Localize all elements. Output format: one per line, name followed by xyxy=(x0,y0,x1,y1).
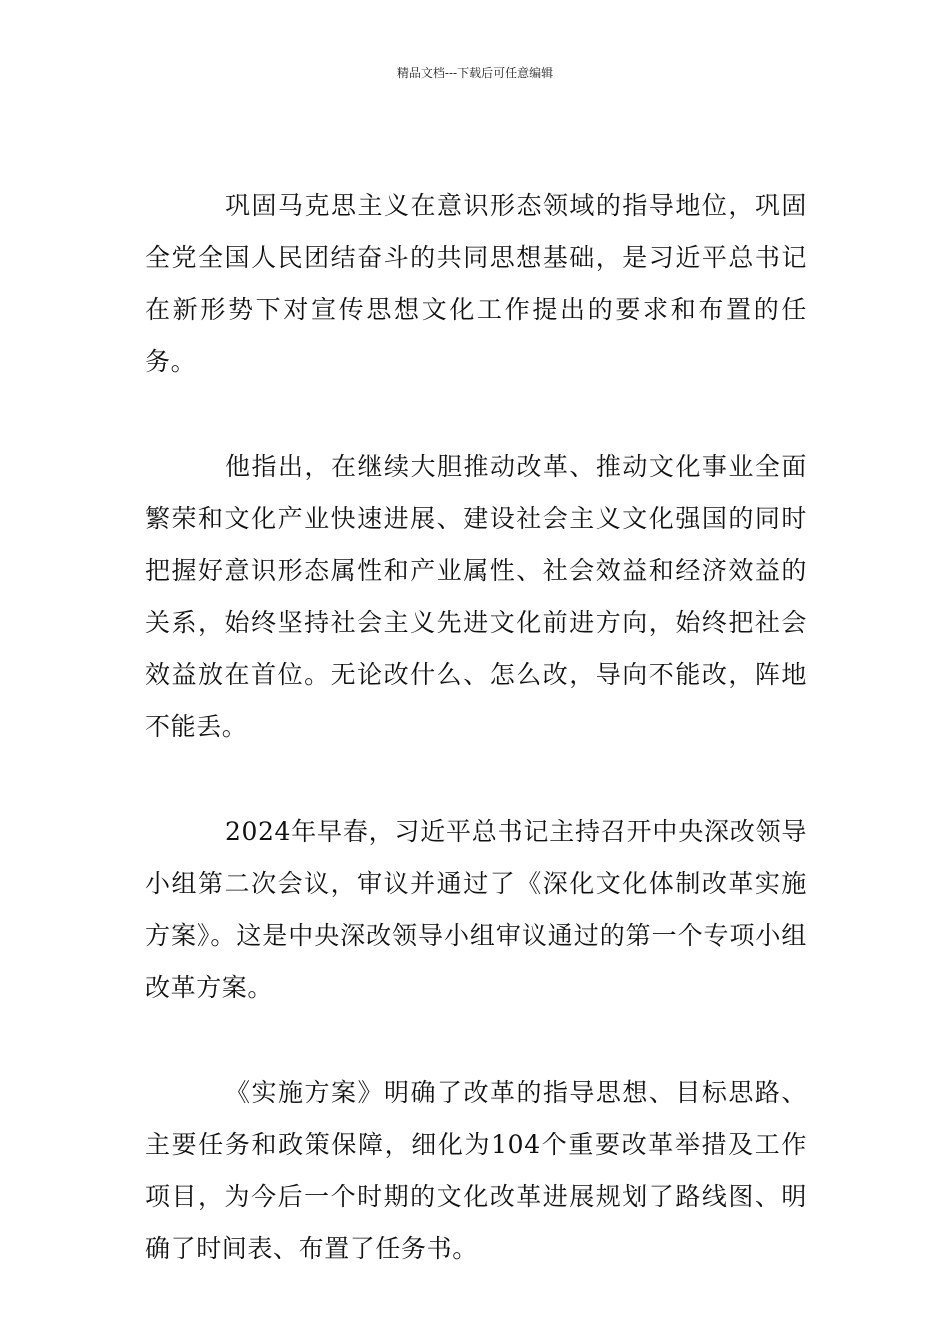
page-header: 精品文档---下载后可任意编辑 xyxy=(396,66,554,80)
document-body xyxy=(145,180,807,1328)
paragraph-3: 2024年早春，习近平总书记主持召开中央深改领导小组第二次会议，审议并通过了《深化文化体制改革实施方案》。这是中央深改领导小组审议通过的第一个专项小组改革方案。 xyxy=(145,817,807,1002)
paragraph-4: 《实施方案》明确了改革的指导思想、目标思路、主要任务和政策保障，细化为104个重要改革举措及工作项目，为今后一个时期的文化改革进展规划了路线图、明确了时间表、布置了任务书。 xyxy=(145,1078,807,1263)
paragraph-2: 他指出，在继续大胆推动改革、推动文化事业全面繁荣和文化产业快速进展、建设社会主义文化强国的同时把握好意识形态属性和产业属性、社会效益和经济效益的关系，始终坚持社会主义先进文化前进方向，始终把社会效益放在首位。无论改什么、怎么改，导向不能改，阵地不能丢。 xyxy=(145,452,807,741)
paragraph-1: 巩固马克思主义在意识形态领域的指导地位，巩固全党全国人民团结奋斗的共同思想基础，是习近平总书记在新形势下对宣传思想文化工作提出的要求和布置的任务。 xyxy=(145,191,807,376)
